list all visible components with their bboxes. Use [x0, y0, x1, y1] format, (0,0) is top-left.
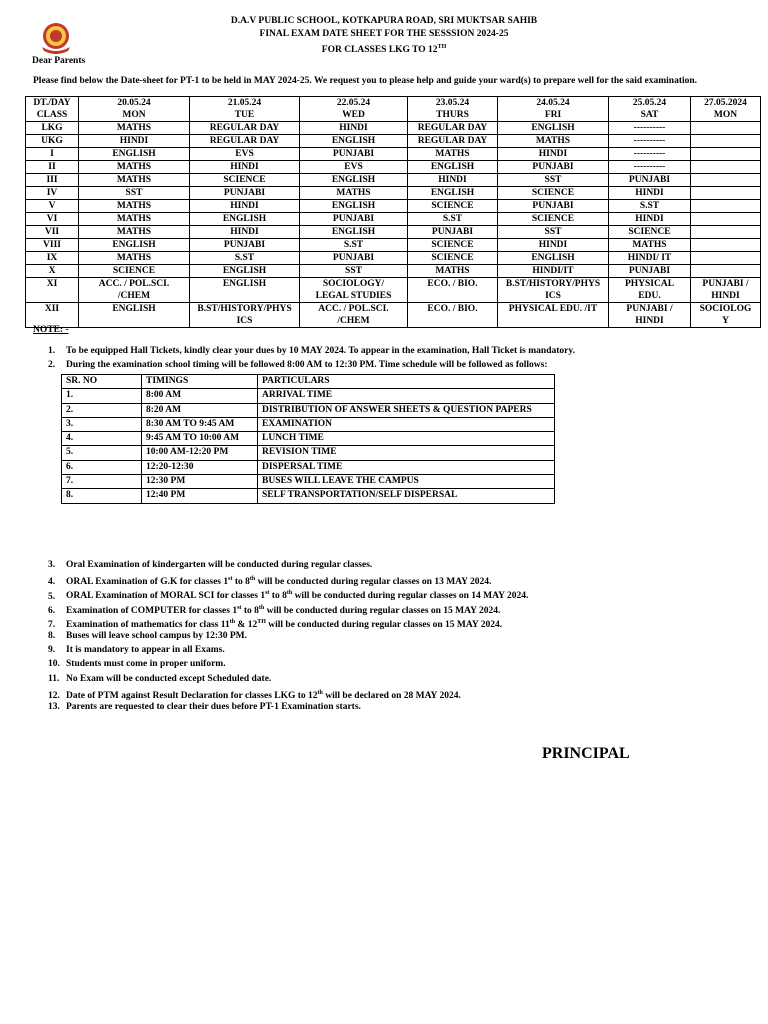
subject-cell	[691, 239, 761, 252]
subject-cell: ENGLISH	[300, 174, 408, 187]
note-number: 9.	[48, 645, 56, 656]
subject-cell: ----------	[609, 148, 691, 161]
subject-cell: SCIENCE	[79, 265, 190, 278]
subject-cell: S.ST	[408, 213, 498, 226]
subject-cell: HINDI	[609, 187, 691, 200]
note-text: Date of PTM against Result Declaration for classes LKG to 12	[66, 690, 318, 701]
datesheet-row	[26, 148, 761, 161]
header-date: 27.05.2024	[704, 98, 747, 108]
subject-cell	[691, 122, 761, 135]
timing-cell: 10:00 AM-12:20 PM	[142, 446, 258, 460]
note-number: 11.	[48, 673, 60, 684]
subject-cell: PUNJABI	[300, 148, 408, 161]
timing-header-cell: SR. NO	[62, 375, 142, 389]
subject-cell: MATHS	[609, 239, 691, 252]
header-day: TUE	[234, 110, 255, 120]
note-text: will be conducted during regular classes on 14 MAY 2024.	[292, 591, 529, 602]
note-superscript: st	[228, 576, 233, 583]
subject-cell: HINDI/IT	[498, 265, 609, 278]
subject-cell: ACC. / POL.SCI. /CHEM	[79, 278, 190, 303]
note-text: Parents are requested to clear their dues before PT-1 Examination starts.	[66, 702, 361, 712]
subject-cell: SST	[79, 187, 190, 200]
class-cell: IV	[26, 187, 79, 200]
note-text: will be conducted during regular classes on 15 MAY 2024.	[264, 605, 501, 616]
note-text: will be declared on 28 MAY 2024.	[322, 690, 461, 701]
subject-cell: B.ST/HISTORY/PHYS ICS	[498, 278, 609, 303]
class-cell: VIII	[26, 239, 79, 252]
datesheet-row	[26, 239, 761, 252]
datesheet-row	[26, 252, 761, 265]
note-heading: NOTE: -	[33, 325, 69, 335]
timing-cell: LUNCH TIME	[258, 432, 555, 446]
subject-cell: HINDI	[300, 122, 408, 135]
note-superscript: TH	[257, 618, 266, 625]
timing-cell: 12:20-12:30	[142, 460, 258, 474]
subject-cell	[691, 226, 761, 239]
subject-cell: SCIENCE	[498, 187, 609, 200]
subject-cell	[691, 265, 761, 278]
timing-cell: DISPERSAL TIME	[258, 460, 555, 474]
subject-cell: MATHS	[79, 226, 190, 239]
subject-cell: ENGLISH	[498, 252, 609, 265]
subject-cell: HINDI	[190, 226, 300, 239]
note-number: 6.	[48, 605, 56, 616]
datesheet-header-cell	[190, 97, 300, 122]
class-cell: IX	[26, 252, 79, 265]
class-cell: VI	[26, 213, 79, 226]
datesheet-row	[26, 278, 761, 303]
datesheet-row	[26, 122, 761, 135]
subject-cell: PUNJABI	[498, 161, 609, 174]
note-number: 7.	[48, 619, 56, 630]
subject-cell: MATHS	[408, 148, 498, 161]
datesheet-row	[26, 174, 761, 187]
datesheet-row	[26, 226, 761, 239]
document-header	[0, 15, 768, 57]
note-text: It is mandatory to appear in all Exams.	[66, 645, 225, 656]
subject-cell: REGULAR DAY	[408, 122, 498, 135]
principal-signature: PRINCIPAL	[542, 745, 630, 762]
timing-cell: 8:00 AM	[142, 389, 258, 403]
subject-cell: EVS	[190, 148, 300, 161]
timing-cell: 3.	[62, 417, 142, 431]
subject-cell: SCIENCE	[408, 239, 498, 252]
subject-cell: MATHS	[79, 252, 190, 265]
timing-cell: EXAMINATION	[258, 417, 555, 431]
classes-range: FOR CLASSES LKG TO 12TH	[321, 44, 447, 56]
note-text: Students must come in proper uniform.	[66, 659, 226, 670]
timing-cell: 6.	[62, 460, 142, 474]
datesheet-row	[26, 213, 761, 226]
note-text: to 8	[232, 577, 250, 588]
subject-cell: ----------	[609, 161, 691, 174]
note-text: ORAL Examination of G.K for classes 1	[66, 577, 229, 588]
timing-cell: 7.	[62, 475, 142, 489]
timing-row	[62, 475, 555, 489]
datesheet-header-cell	[79, 97, 190, 122]
subject-cell: SOCIOLOG Y	[691, 303, 761, 328]
note-item	[48, 358, 548, 372]
timing-row	[62, 389, 555, 403]
subject-cell	[691, 200, 761, 213]
subject-cell: ENGLISH	[79, 239, 190, 252]
subject-cell: SST	[498, 226, 609, 239]
timing-cell: REVISION TIME	[258, 446, 555, 460]
subject-cell: ----------	[609, 122, 691, 135]
subject-cell	[691, 161, 761, 174]
class-cell: I	[26, 148, 79, 161]
timing-cell: SELF TRANSPORTATION/SELF DISPERSAL	[258, 489, 555, 503]
subject-cell	[691, 213, 761, 226]
class-cell: II	[26, 161, 79, 174]
datesheet-row	[26, 187, 761, 200]
timing-row	[62, 403, 555, 417]
timing-header-cell: PARTICULARS	[258, 375, 555, 389]
timing-cell: BUSES WILL LEAVE THE CAMPUS	[258, 475, 555, 489]
subject-cell	[691, 135, 761, 148]
note-number: 4.	[48, 577, 56, 588]
datesheet-header-cell	[408, 97, 498, 122]
subject-cell: S.ST	[300, 239, 408, 252]
subject-cell: ENGLISH	[190, 213, 300, 226]
note-text: Oral Examination of kindergarten will be conducted during regular classes.	[66, 560, 373, 570]
datesheet-header-cell	[300, 97, 408, 122]
timing-row	[62, 432, 555, 446]
subject-cell: PHYSICAL EDU. /IT	[498, 303, 609, 328]
subject-cell: MATHS	[79, 161, 190, 174]
note-text: will be conducted during regular classes on 15 MAY 2024.	[265, 619, 503, 630]
datesheet-header-cell	[609, 97, 691, 122]
subject-cell: HINDI	[79, 135, 190, 148]
datesheet-row	[26, 303, 761, 328]
subject-cell: PUNJABI	[609, 174, 691, 187]
note-text: to 8	[269, 591, 287, 602]
subject-cell: PUNJABI	[190, 239, 300, 252]
subject-cell: PUNJABI	[609, 265, 691, 278]
header-day: WED	[342, 110, 365, 120]
timing-row	[62, 460, 555, 474]
intro-text: Please find below the Date-sheet for PT-1 to be held in MAY 2024-25. We request you to please help and guide your ward(s) to prepare well for the said examination.	[33, 76, 698, 86]
note-superscript: th	[249, 576, 256, 583]
note-number: 3.	[48, 560, 56, 570]
salutation: Dear Parents	[32, 56, 86, 66]
subject-cell: ENGLISH	[300, 200, 408, 213]
class-cell: LKG	[26, 122, 79, 135]
subject-cell	[691, 174, 761, 187]
datesheet-row	[26, 135, 761, 148]
subject-cell: SCIENCE	[498, 213, 609, 226]
note-superscript: st	[237, 604, 242, 611]
subject-cell: SCIENCE	[408, 200, 498, 213]
header-day: MON	[713, 110, 738, 120]
subject-cell: PUNJABI	[300, 252, 408, 265]
timing-cell: 8.	[62, 489, 142, 503]
datesheet-header-cell	[26, 97, 79, 122]
class-cell: XI	[26, 278, 79, 303]
subject-cell: SST	[300, 265, 408, 278]
subject-cell: REGULAR DAY	[190, 135, 300, 148]
note-number: 1.	[48, 346, 56, 356]
subject-cell: PUNJABI	[190, 187, 300, 200]
timing-cell: 12:40 PM	[142, 489, 258, 503]
datesheet-row	[26, 265, 761, 278]
note-text: Examination of mathematics for class 11	[66, 619, 230, 630]
timing-cell: 9:45 AM TO 10:00 AM	[142, 432, 258, 446]
subject-cell: ENGLISH	[498, 122, 609, 135]
note-item	[48, 657, 226, 671]
note-superscript: st	[265, 590, 270, 597]
subject-cell: PUNJABI / HINDI	[691, 278, 761, 303]
subject-cell: MATHS	[498, 135, 609, 148]
timing-row	[62, 446, 555, 460]
header-date: 25.05.24	[632, 98, 667, 108]
subject-cell: HINDI	[498, 239, 609, 252]
subject-cell: ECO. / BIO.	[408, 303, 498, 328]
subject-cell: PHYSICAL EDU.	[609, 278, 691, 303]
subject-cell	[691, 252, 761, 265]
note-superscript: th	[258, 604, 265, 611]
note-number: 13.	[48, 702, 60, 712]
subject-cell: ENGLISH	[79, 148, 190, 161]
subject-cell: MATHS	[79, 122, 190, 135]
subject-cell	[691, 187, 761, 200]
subject-cell: EVS	[300, 161, 408, 174]
note-superscript: th	[286, 590, 293, 597]
subject-cell: SCIENCE	[190, 174, 300, 187]
class-cell: V	[26, 200, 79, 213]
note-item	[48, 629, 247, 643]
header-day: FRI	[544, 110, 562, 120]
subject-cell: PUNJABI / HINDI	[609, 303, 691, 328]
subject-cell: HINDI	[190, 161, 300, 174]
note-number: 12.	[48, 690, 60, 701]
timing-cell: DISTRIBUTION OF ANSWER SHEETS & QUESTION PAPERS	[258, 403, 555, 417]
timing-cell: 1.	[62, 389, 142, 403]
datesheet-header-row	[26, 97, 761, 122]
subject-cell: PUNJABI	[300, 213, 408, 226]
exam-title: FINAL EXAM DATE SHEET FOR THE SESSSION 2024-25	[259, 29, 509, 39]
note-item	[48, 643, 225, 657]
datesheet-table	[25, 96, 761, 328]
subject-cell: ECO. / BIO.	[408, 278, 498, 303]
school-name: D.A.V PUBLIC SCHOOL, KOTKAPURA ROAD, SRI MUKTSAR SAHIB	[230, 16, 538, 26]
subject-cell: MATHS	[408, 265, 498, 278]
class-cell: X	[26, 265, 79, 278]
note-text: During the examination school timing will be followed 8:00 AM to 12:30 PM. Time schedule will be followed as follows:	[66, 360, 548, 370]
subject-cell: REGULAR DAY	[408, 135, 498, 148]
header-date: 23.05.24	[435, 98, 470, 108]
note-number: 10.	[48, 659, 60, 670]
note-text: & 12	[235, 619, 258, 630]
timing-table	[61, 374, 555, 504]
subject-cell: SCIENCE	[609, 226, 691, 239]
subject-cell: ----------	[609, 135, 691, 148]
timing-row	[62, 417, 555, 431]
timing-cell: 2.	[62, 403, 142, 417]
subject-cell: B.ST/HISTORY/PHYS ICS	[190, 303, 300, 328]
timing-row	[62, 489, 555, 503]
timing-cell: ARRIVAL TIME	[258, 389, 555, 403]
subject-cell: HINDI	[609, 213, 691, 226]
subject-cell: MATHS	[300, 187, 408, 200]
header-day: SAT	[640, 110, 659, 120]
datesheet-header-cell	[498, 97, 609, 122]
subject-cell: ENGLISH	[190, 265, 300, 278]
subject-cell: HINDI	[190, 200, 300, 213]
note-item	[48, 344, 575, 358]
header-day: CLASS	[36, 110, 68, 120]
timing-cell: 4.	[62, 432, 142, 446]
class-cell: VII	[26, 226, 79, 239]
class-cell: XII	[26, 303, 79, 328]
note-number: 2.	[48, 360, 56, 370]
note-item	[48, 672, 271, 686]
subject-cell: ENGLISH	[300, 135, 408, 148]
subject-cell: ENGLISH	[408, 161, 498, 174]
note-text: No Exam will be conducted except Scheduled date.	[66, 673, 272, 684]
subject-cell: REGULAR DAY	[190, 122, 300, 135]
subject-cell: S.ST	[609, 200, 691, 213]
datesheet-row	[26, 161, 761, 174]
note-text: Buses will leave school campus by 12:30 PM.	[66, 631, 248, 641]
datesheet-row	[26, 200, 761, 213]
subject-cell: ENGLISH	[408, 187, 498, 200]
subject-cell	[691, 148, 761, 161]
note-text: To be equipped Hall Tickets, kindly clear your dues by 10 MAY 2024. To appear in the examination, Hall Ticket is mandatory.	[66, 346, 575, 356]
note-text: Examination of COMPUTER for classes 1	[66, 605, 238, 616]
timing-cell: 8:30 AM TO 9:45 AM	[142, 417, 258, 431]
note-number: 8.	[48, 631, 56, 641]
header-date: 21.05.24	[227, 98, 262, 108]
note-item	[48, 700, 361, 714]
subject-cell: PUNJABI	[498, 200, 609, 213]
school-logo-icon	[38, 20, 74, 56]
note-text: will be conducted during regular classes on 13 MAY 2024.	[255, 577, 492, 588]
note-superscript: th	[317, 689, 323, 696]
subject-cell: HINDI	[408, 174, 498, 187]
note-text: to 8	[241, 605, 259, 616]
header-date: 20.05.24	[117, 98, 151, 108]
class-cell: UKG	[26, 135, 79, 148]
note-superscript: th	[229, 618, 236, 625]
subject-cell: MATHS	[79, 200, 190, 213]
subject-cell: MATHS	[79, 174, 190, 187]
class-cell: III	[26, 174, 79, 187]
timing-cell: 5.	[62, 446, 142, 460]
note-item	[48, 558, 372, 572]
subject-cell: ENGLISH	[79, 303, 190, 328]
subject-cell: SOCIOLOGY/ LEGAL STUDIES	[300, 278, 408, 303]
header-date: DT./DAY	[33, 98, 71, 108]
subject-cell: S.ST	[190, 252, 300, 265]
subject-cell: HINDI/ IT	[609, 252, 691, 265]
note-text: ORAL Examination of MORAL SCI for classes 1	[66, 591, 266, 602]
timing-header-row	[62, 375, 555, 389]
header-date: 22.05.24	[336, 98, 371, 108]
timing-header-cell: TIMINGS	[142, 375, 258, 389]
header-date: 24.05.24	[536, 98, 570, 108]
subject-cell: MATHS	[79, 213, 190, 226]
datesheet-header-cell	[691, 97, 761, 122]
subject-cell: ENGLISH	[300, 226, 408, 239]
header-day: MON	[122, 110, 146, 120]
subject-cell: HINDI	[498, 148, 609, 161]
header-day: THURS	[436, 110, 469, 120]
timing-cell: 12:30 PM	[142, 475, 258, 489]
subject-cell: SCIENCE	[408, 252, 498, 265]
subject-cell: PUNJABI	[408, 226, 498, 239]
subject-cell: ENGLISH	[190, 278, 300, 303]
timing-cell: 8:20 AM	[142, 403, 258, 417]
subject-cell: ACC. / POL.SCI. /CHEM	[300, 303, 408, 328]
subject-cell: SST	[498, 174, 609, 187]
note-number: 5.	[48, 591, 56, 602]
